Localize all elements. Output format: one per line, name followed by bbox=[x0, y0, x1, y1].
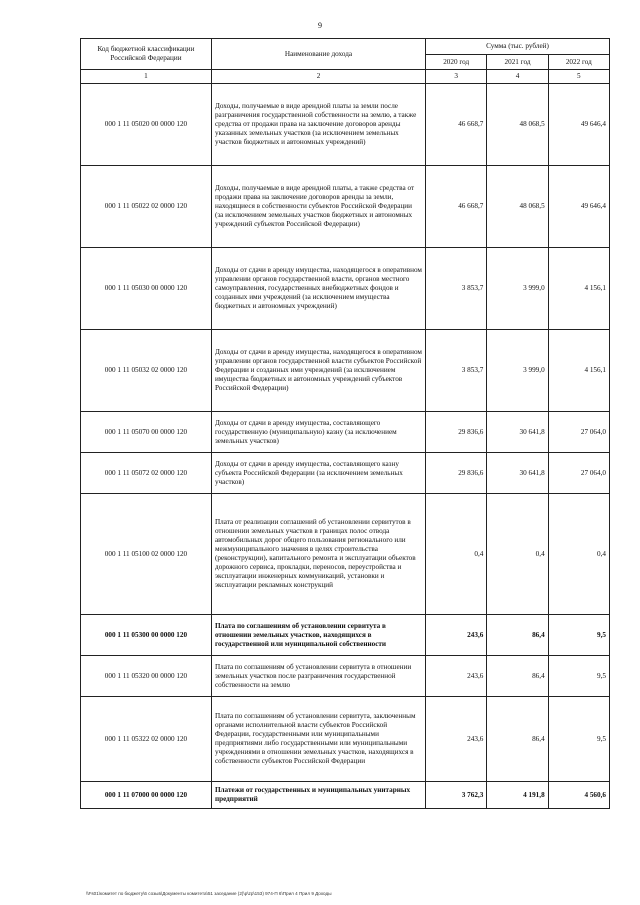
budget-code-cell: 000 1 11 07000 00 0000 120 bbox=[81, 782, 212, 809]
value-2022-cell: 4 560,6 bbox=[548, 782, 609, 809]
value-2020-cell: 243,6 bbox=[426, 656, 487, 697]
table-row bbox=[81, 453, 610, 494]
header-row bbox=[81, 39, 610, 55]
value-2021-cell: 0,4 bbox=[487, 494, 548, 615]
file-path-footer: \\Fs01\комитет по бюджету\6 созыв\Документы комитета\51 заседание (2)\p\zp\153) 974-П 6\Прил 4 Прил 9 Доходы bbox=[86, 891, 332, 896]
header-year-2022: 2022 год bbox=[548, 55, 609, 70]
col-num-5: 5 bbox=[548, 70, 609, 84]
revenue-name-cell: Плата по соглашениям об установлении сервитута в отношении земельных участков после разграничения государственной собственности на землю bbox=[211, 656, 425, 697]
budget-code-cell: 000 1 11 05020 00 0000 120 bbox=[81, 84, 212, 166]
table-row bbox=[81, 494, 610, 615]
budget-code-cell: 000 1 11 05022 02 0000 120 bbox=[81, 166, 212, 248]
value-2022-cell: 27 064,0 bbox=[548, 412, 609, 453]
header-year-2021: 2021 год bbox=[487, 55, 548, 70]
value-2020-cell: 29 836,6 bbox=[426, 412, 487, 453]
value-2021-cell: 86,4 bbox=[487, 615, 548, 656]
budget-code-cell: 000 1 11 05100 02 0000 120 bbox=[81, 494, 212, 615]
budget-code-cell: 000 1 11 05320 00 0000 120 bbox=[81, 656, 212, 697]
col-num-4: 4 bbox=[487, 70, 548, 84]
value-2022-cell: 27 064,0 bbox=[548, 453, 609, 494]
revenue-name-cell: Платежи от государственных и муниципальных унитарных предприятий bbox=[211, 782, 425, 809]
value-2020-cell: 29 836,6 bbox=[426, 453, 487, 494]
col-num-1: 1 bbox=[81, 70, 212, 84]
value-2020-cell: 3 853,7 bbox=[426, 330, 487, 412]
value-2021-cell: 30 641,8 bbox=[487, 453, 548, 494]
value-2020-cell: 46 668,7 bbox=[426, 84, 487, 166]
page-number: 9 bbox=[318, 21, 322, 30]
value-2022-cell: 49 646,4 bbox=[548, 84, 609, 166]
table-row bbox=[81, 697, 610, 782]
column-number-row bbox=[81, 70, 610, 84]
revenue-name-cell: Доходы от сдачи в аренду имущества, составляющего государственную (муниципальную) казну (за исключением земельных участков) bbox=[211, 412, 425, 453]
table-row bbox=[81, 782, 610, 809]
budget-code-cell: 000 1 11 05070 00 0000 120 bbox=[81, 412, 212, 453]
table-row bbox=[81, 656, 610, 697]
budget-code-cell: 000 1 11 05072 02 0000 120 bbox=[81, 453, 212, 494]
value-2021-cell: 86,4 bbox=[487, 697, 548, 782]
table-row bbox=[81, 615, 610, 656]
value-2022-cell: 9,5 bbox=[548, 656, 609, 697]
col-num-3: 3 bbox=[426, 70, 487, 84]
value-2020-cell: 3 762,3 bbox=[426, 782, 487, 809]
value-2022-cell: 0,4 bbox=[548, 494, 609, 615]
value-2020-cell: 0,4 bbox=[426, 494, 487, 615]
budget-code-cell: 000 1 11 05300 00 0000 120 bbox=[81, 615, 212, 656]
revenue-name-cell: Доходы от сдачи в аренду имущества, находящегося в оперативном управлении органов государственной власти, органов местного самоуправления, государственных внебюджетных фондов и созданных ими учреждений (за исключением имущества бюджетных и автономных учреждений) bbox=[211, 248, 425, 330]
header-code: Код бюджетной классификации Российской Федерации bbox=[81, 39, 212, 70]
revenue-name-cell: Доходы, получаемые в виде арендной платы за земли после разграничения государственной собственности на землю, а также средства от продажи права на заключение договоров аренды указанных земельных участков (за исключением земельных участков бюджетных и автономных учреждений) bbox=[211, 84, 425, 166]
value-2021-cell: 48 068,5 bbox=[487, 166, 548, 248]
budget-code-cell: 000 1 11 05030 00 0000 120 bbox=[81, 248, 212, 330]
value-2021-cell: 3 999,0 bbox=[487, 248, 548, 330]
value-2020-cell: 243,6 bbox=[426, 697, 487, 782]
value-2021-cell: 3 999,0 bbox=[487, 330, 548, 412]
table-row bbox=[81, 330, 610, 412]
revenue-name-cell: Доходы, получаемые в виде арендной платы, а также средства от продажи права на заключение договоров аренды за земли, находящиеся в собственности субъектов Российской Федерации (за исключением земельных участков бюджетных и автономных учреждений субъектов Российской Федерации) bbox=[211, 166, 425, 248]
table-row bbox=[81, 84, 610, 166]
value-2022-cell: 49 646,4 bbox=[548, 166, 609, 248]
budget-code-cell: 000 1 11 05322 02 0000 120 bbox=[81, 697, 212, 782]
header-name: Наименование дохода bbox=[211, 39, 425, 70]
table-row bbox=[81, 166, 610, 248]
header-sum: Сумма (тыс. рублей) bbox=[426, 39, 610, 55]
value-2021-cell: 86,4 bbox=[487, 656, 548, 697]
revenue-name-cell: Плата от реализации соглашений об установлении сервитутов в отношении земельных участков в границах полос отвода автомобильных дорог общего пользования регионального или межмуниципального значения в целях строительства (реконструкции), капитального ремонта и эксплуатации объектов дорожного сервиса, прокладки, переносов, переустройства и эксплуатации инженерных коммуникаций, установки и эксплуатации рекламных конструкций bbox=[211, 494, 425, 615]
value-2020-cell: 3 853,7 bbox=[426, 248, 487, 330]
table-row bbox=[81, 248, 610, 330]
value-2022-cell: 4 156,1 bbox=[548, 248, 609, 330]
value-2022-cell: 9,5 bbox=[548, 697, 609, 782]
table-row bbox=[81, 412, 610, 453]
value-2020-cell: 243,6 bbox=[426, 615, 487, 656]
revenue-name-cell: Плата по соглашениям об установлении сервитута в отношении земельных участков, находящихся в государственной или муниципальной собственности bbox=[211, 615, 425, 656]
header-year-2020: 2020 год bbox=[426, 55, 487, 70]
value-2022-cell: 9,5 bbox=[548, 615, 609, 656]
revenue-name-cell: Доходы от сдачи в аренду имущества, составляющего казну субъекта Российской Федерации (за исключением земельных участков) bbox=[211, 453, 425, 494]
col-num-2: 2 bbox=[211, 70, 425, 84]
revenue-name-cell: Плата по соглашениям об установлении сервитута, заключенным органами исполнительной власти субъектов Российской Федерации, государственными или муниципальными предприятиями либо государственными или муниципальными учреждениями в отношении земельных участков, находящихся в собственности субъектов Российской Федерации bbox=[211, 697, 425, 782]
revenue-name-cell: Доходы от сдачи в аренду имущества, находящегося в оперативном управлении органов государственной власти субъектов Российской Федерации и созданных ими учреждений (за исключением имущества бюджетных и автономных учреждений субъектов Российской Федерации) bbox=[211, 330, 425, 412]
budget-code-cell: 000 1 11 05032 02 0000 120 bbox=[81, 330, 212, 412]
value-2021-cell: 30 641,8 bbox=[487, 412, 548, 453]
value-2021-cell: 4 191,8 bbox=[487, 782, 548, 809]
value-2021-cell: 48 068,5 bbox=[487, 84, 548, 166]
value-2020-cell: 46 668,7 bbox=[426, 166, 487, 248]
value-2022-cell: 4 156,1 bbox=[548, 330, 609, 412]
revenue-table bbox=[80, 38, 610, 809]
